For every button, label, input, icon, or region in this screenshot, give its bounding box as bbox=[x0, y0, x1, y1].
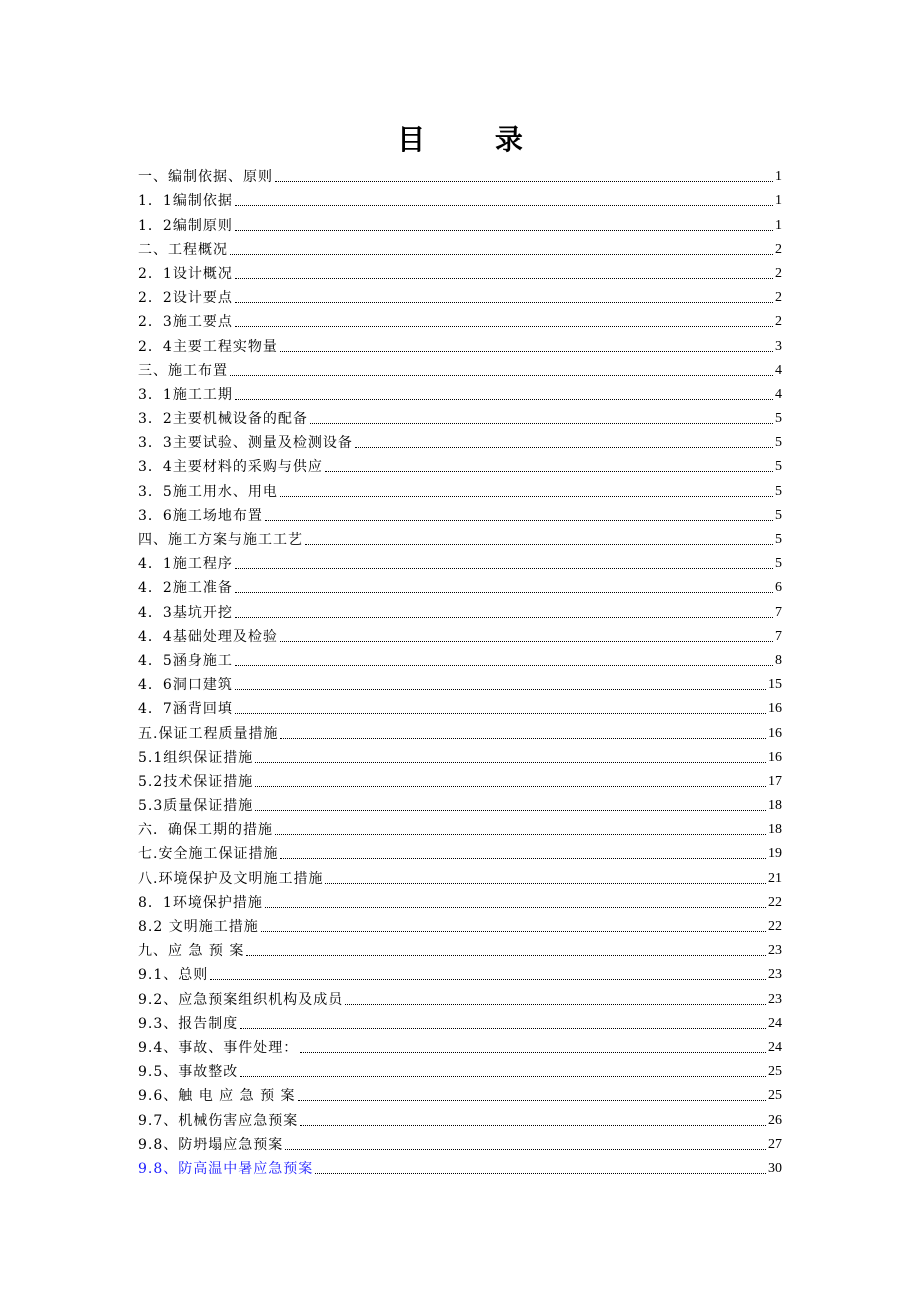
dot-leader bbox=[235, 592, 773, 593]
toc-entry-page-number: 8 bbox=[775, 652, 782, 668]
toc-entry[interactable] bbox=[138, 694, 782, 718]
toc-entry-label: 4．5涵身施工 bbox=[138, 652, 233, 669]
toc-entry-label: 9.2、应急预案组织机构及成员 bbox=[138, 991, 344, 1008]
dot-leader bbox=[235, 568, 773, 569]
dot-leader bbox=[325, 471, 773, 472]
toc-entry-label: 9.5、事故整改 bbox=[138, 1064, 239, 1081]
dot-leader bbox=[265, 520, 773, 521]
toc-entry-page-number: 4 bbox=[775, 386, 782, 402]
toc-entry-label: 3．1施工工期 bbox=[138, 386, 233, 403]
toc-entry-page-number: 30 bbox=[768, 1160, 782, 1176]
dot-leader bbox=[235, 689, 766, 690]
toc-entry-label: 3．3主要试验、测量及检测设备 bbox=[138, 435, 353, 452]
toc-entry-label: 八.环境保护及文明施工措施 bbox=[138, 870, 324, 887]
toc-entry-page-number: 19 bbox=[768, 846, 782, 862]
toc-entry[interactable] bbox=[138, 1105, 782, 1129]
toc-entry-label: 9.3、报告制度 bbox=[138, 1015, 239, 1032]
toc-entry[interactable] bbox=[138, 1033, 782, 1057]
dot-leader bbox=[285, 1149, 766, 1150]
toc-entry[interactable] bbox=[138, 235, 782, 259]
toc-entry-page-number: 16 bbox=[768, 701, 782, 717]
toc-entry-label: 九、应 急 预 案 bbox=[138, 943, 245, 960]
toc-entry[interactable] bbox=[138, 646, 782, 670]
dot-leader bbox=[298, 1100, 766, 1101]
toc-entry-page-number: 1 bbox=[775, 169, 782, 185]
toc-entry-page-number: 7 bbox=[775, 604, 782, 620]
toc-entry[interactable] bbox=[138, 210, 782, 234]
toc-entry-page-number: 2 bbox=[775, 241, 782, 257]
dot-leader bbox=[280, 641, 773, 642]
toc-entry-label: 一、编制依据、原则 bbox=[138, 169, 273, 186]
dot-leader bbox=[235, 399, 773, 400]
toc-entry[interactable] bbox=[138, 839, 782, 863]
toc-entry[interactable] bbox=[138, 767, 782, 791]
toc-entry[interactable] bbox=[138, 815, 782, 839]
toc-entry[interactable] bbox=[138, 186, 782, 210]
toc-entry[interactable] bbox=[138, 283, 782, 307]
toc-entry-page-number: 27 bbox=[768, 1136, 782, 1152]
toc-entry-label: 4．3基坑开挖 bbox=[138, 604, 233, 621]
toc-entry-label: 4．1施工程序 bbox=[138, 556, 233, 573]
toc-entry[interactable] bbox=[138, 259, 782, 283]
toc-entry-page-number: 24 bbox=[768, 1015, 782, 1031]
toc-entry[interactable] bbox=[138, 331, 782, 355]
dot-leader bbox=[230, 254, 773, 255]
toc-entry-label: 七.安全施工保证措施 bbox=[138, 846, 279, 863]
toc-entry-page-number: 18 bbox=[768, 822, 782, 838]
dot-leader bbox=[235, 230, 773, 231]
toc-entry[interactable] bbox=[138, 452, 782, 476]
dot-leader bbox=[255, 786, 766, 787]
toc-entry-page-number: 5 bbox=[775, 483, 782, 499]
toc-entry[interactable] bbox=[138, 1130, 782, 1154]
toc-entry-label: 三、施工布置 bbox=[138, 362, 228, 379]
dot-leader bbox=[230, 375, 773, 376]
toc-entry-page-number: 17 bbox=[768, 773, 782, 789]
toc-entry-page-number: 23 bbox=[768, 967, 782, 983]
toc-entry[interactable] bbox=[138, 501, 782, 525]
toc-entry-page-number: 25 bbox=[768, 1088, 782, 1104]
toc-entry-page-number: 21 bbox=[768, 870, 782, 886]
toc-entry-label: 5.1组织保证措施 bbox=[138, 749, 254, 766]
toc-entry[interactable] bbox=[138, 670, 782, 694]
toc-entry-page-number: 5 bbox=[775, 507, 782, 523]
dot-leader bbox=[240, 1028, 766, 1029]
toc-entry[interactable] bbox=[138, 1154, 782, 1178]
toc-entry-label: 4．4基础处理及检验 bbox=[138, 628, 278, 645]
toc-entry[interactable] bbox=[138, 549, 782, 573]
dot-leader bbox=[255, 810, 766, 811]
toc-entry-label: 2．3施工要点 bbox=[138, 314, 233, 331]
dot-leader bbox=[315, 1173, 766, 1174]
dot-leader bbox=[210, 979, 766, 980]
toc-entry-label: 3．6施工场地布置 bbox=[138, 507, 263, 524]
dot-leader bbox=[300, 1125, 766, 1126]
dot-leader bbox=[310, 423, 773, 424]
toc-entry[interactable] bbox=[138, 863, 782, 887]
toc-entry-page-number: 16 bbox=[768, 725, 782, 741]
page-title: 目 录 bbox=[397, 123, 553, 156]
toc-entry[interactable] bbox=[138, 791, 782, 815]
toc-entry-page-number: 7 bbox=[775, 628, 782, 644]
toc-entry[interactable] bbox=[138, 162, 782, 186]
toc-entry-page-number: 24 bbox=[768, 1039, 782, 1055]
toc-entry-label: 4．7涵背回填 bbox=[138, 701, 233, 718]
toc-entry-page-number: 6 bbox=[775, 580, 782, 596]
toc-entry-label: 六．确保工期的措施 bbox=[138, 822, 273, 839]
toc-entry[interactable] bbox=[138, 888, 782, 912]
toc-entry-page-number: 1 bbox=[775, 217, 782, 233]
toc-entry-page-number: 3 bbox=[775, 338, 782, 354]
toc-entry-page-number: 18 bbox=[768, 798, 782, 814]
toc-entry[interactable] bbox=[138, 960, 782, 984]
toc-entry-page-number: 15 bbox=[768, 677, 782, 693]
toc-entry-label: 9.8、防高温中暑应急预案 bbox=[138, 1160, 314, 1177]
toc-entry[interactable] bbox=[138, 936, 782, 960]
toc-entry-label: 1．2编制原则 bbox=[138, 217, 233, 234]
toc-entry-page-number: 23 bbox=[768, 991, 782, 1007]
dot-leader bbox=[280, 858, 766, 859]
toc-entry[interactable] bbox=[138, 1057, 782, 1081]
toc-entry-label: 5.2技术保证措施 bbox=[138, 773, 254, 790]
toc-entry-page-number: 5 bbox=[775, 411, 782, 427]
toc-entry[interactable] bbox=[138, 622, 782, 646]
toc-entry-page-number: 16 bbox=[768, 749, 782, 765]
toc-entry-label: 2．2设计要点 bbox=[138, 290, 233, 307]
dot-leader bbox=[246, 955, 766, 956]
dot-leader bbox=[235, 326, 773, 327]
dot-leader bbox=[305, 544, 773, 545]
dot-leader bbox=[235, 713, 766, 714]
toc-entry-label: 二、工程概况 bbox=[138, 241, 228, 258]
toc-entry-label: 4．2施工准备 bbox=[138, 580, 233, 597]
toc-entry-label: 3．5施工用水、用电 bbox=[138, 483, 278, 500]
toc-entry-page-number: 22 bbox=[768, 894, 782, 910]
toc-entry-label: 4．6洞口建筑 bbox=[138, 677, 233, 694]
toc-entry[interactable] bbox=[138, 525, 782, 549]
toc-entry-label: 3．4主要材料的采购与供应 bbox=[138, 459, 323, 476]
toc-entry-page-number: 5 bbox=[775, 435, 782, 451]
toc-entry[interactable] bbox=[138, 1081, 782, 1105]
toc-entry-page-number: 4 bbox=[775, 362, 782, 378]
toc-entry-label: 9.1、总则 bbox=[138, 967, 209, 984]
toc-entry-label: 2．4主要工程实物量 bbox=[138, 338, 278, 355]
toc-entry[interactable] bbox=[138, 912, 782, 936]
dot-leader bbox=[235, 302, 773, 303]
toc-entry-label: 8．1环境保护措施 bbox=[138, 894, 263, 911]
toc-entry[interactable] bbox=[138, 380, 782, 404]
dot-leader bbox=[275, 834, 766, 835]
dot-leader bbox=[261, 931, 766, 932]
dot-leader bbox=[240, 1076, 766, 1077]
toc-entry[interactable] bbox=[138, 428, 782, 452]
dot-leader bbox=[280, 351, 773, 352]
toc-entry-label: 五.保证工程质量措施 bbox=[138, 725, 279, 742]
toc-entry-label: 5.3质量保证措施 bbox=[138, 798, 254, 815]
toc-entry[interactable] bbox=[138, 404, 782, 428]
toc-entry-page-number: 5 bbox=[775, 532, 782, 547]
dot-leader bbox=[325, 883, 766, 884]
toc-entry-page-number: 5 bbox=[775, 556, 782, 572]
toc-entry[interactable] bbox=[138, 597, 782, 621]
dot-leader bbox=[255, 762, 766, 763]
toc-entry-label: 四、施工方案与施工工艺 bbox=[138, 532, 303, 548]
dot-leader bbox=[280, 496, 773, 497]
toc-entry-label: 9.8、防坍塌应急预案 bbox=[138, 1136, 284, 1153]
toc-entry-page-number: 22 bbox=[768, 919, 782, 934]
toc-entry[interactable] bbox=[138, 356, 782, 380]
toc-entry[interactable] bbox=[138, 984, 782, 1008]
dot-leader bbox=[235, 205, 773, 206]
toc-entry-page-number: 1 bbox=[775, 193, 782, 209]
toc-entry-label: 1．1编制依据 bbox=[138, 193, 233, 210]
toc-entry-label: 2．1设计概况 bbox=[138, 265, 233, 282]
toc-entry-label: 8.2 文明施工措施 bbox=[138, 919, 259, 935]
toc-entry-label: 9.4、事故、事件处理： bbox=[138, 1039, 299, 1056]
dot-leader bbox=[345, 1004, 766, 1005]
toc-entry[interactable] bbox=[138, 718, 782, 742]
toc-entry-page-number: 2 bbox=[775, 265, 782, 281]
toc-entry-page-number: 23 bbox=[768, 943, 782, 959]
toc-entry[interactable] bbox=[138, 1009, 782, 1033]
toc-entry[interactable] bbox=[138, 307, 782, 331]
toc-entry-page-number: 2 bbox=[775, 314, 782, 330]
dot-leader bbox=[275, 181, 773, 182]
toc-entry-page-number: 2 bbox=[775, 290, 782, 306]
toc-entry[interactable] bbox=[138, 743, 782, 767]
toc-entry-page-number: 5 bbox=[775, 459, 782, 475]
toc-entry-label: 9.6、触 电 应 急 预 案 bbox=[138, 1088, 296, 1105]
toc-entry[interactable] bbox=[138, 476, 782, 500]
dot-leader bbox=[355, 447, 773, 448]
dot-leader bbox=[235, 278, 773, 279]
dot-leader bbox=[300, 1052, 766, 1053]
toc-entry-page-number: 26 bbox=[768, 1112, 782, 1128]
toc-entry-page-number: 25 bbox=[768, 1064, 782, 1080]
toc-entry-label: 9.7、机械伤害应急预案 bbox=[138, 1112, 299, 1129]
dot-leader bbox=[280, 738, 766, 739]
dot-leader bbox=[235, 617, 773, 618]
toc-entry-label: 3．2主要机械设备的配备 bbox=[138, 411, 308, 428]
toc-entry[interactable] bbox=[138, 573, 782, 597]
table-of-contents bbox=[138, 162, 782, 1178]
dot-leader bbox=[235, 665, 773, 666]
dot-leader bbox=[265, 907, 766, 908]
